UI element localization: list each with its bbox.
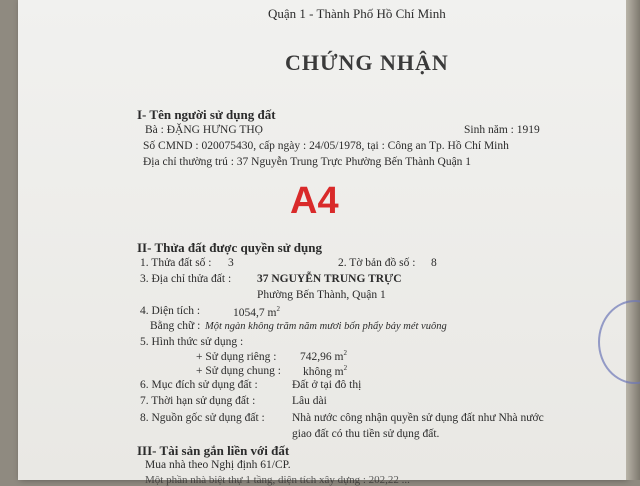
- assets-line-1: Mua nhà theo Nghị định 61/CP.: [145, 459, 291, 471]
- parcel-address-label: 3. Địa chỉ thửa đất :: [140, 273, 232, 285]
- parcel-number-label: 1. Thửa đất số :: [140, 257, 212, 269]
- paper-edge: [626, 0, 640, 480]
- private-use-value: 742,96 $m^2$: [300, 349, 347, 363]
- private-use-label: + Sử dụng riêng :: [196, 351, 277, 363]
- owner-name: Bà : ĐẶNG HƯNG THỌ: [145, 124, 263, 136]
- area-in-words-label: Bằng chữ :: [150, 320, 201, 332]
- map-sheet-value: 8: [431, 257, 437, 269]
- usage-form-label: 5. Hình thức sử dụng :: [140, 336, 244, 348]
- area-in-words: Một ngàn không trăm năm mươi bốn phẩy bảy mét vuông: [205, 321, 447, 332]
- permanent-address: Địa chỉ thường trú : 37 Nguyễn Trung Trực Phường Bến Thành Quận 1: [143, 156, 472, 168]
- land-origin-line1: Nhà nước công nhận quyền sử dụng đất như Nhà nước: [292, 412, 544, 424]
- document-title: CHỨNG NHẬN: [285, 50, 449, 75]
- section-3-heading: III- Tài sản gắn liền với đất: [137, 443, 290, 458]
- parcel-address-line1: 37 NGUYỄN TRUNG TRỰC: [257, 273, 402, 285]
- land-origin-label: 8. Nguồn gốc sử dụng đất :: [140, 412, 265, 424]
- section-2-heading: II- Thửa đất được quyền sử dụng: [137, 240, 322, 255]
- land-term-value: Lâu dài: [292, 395, 327, 407]
- id-info: Số CMND : 020075430, cấp ngày : 24/05/1978, tại : Công an Tp. Hồ Chí Minh: [143, 140, 509, 152]
- area-value: 1054,7 $m^2$: [233, 305, 280, 319]
- area-label: 4. Diện tích :: [140, 305, 201, 317]
- assets-line-2: Một phần nhà biệt thự 1 tầng, diện tích xây dựng : 202,22 ...: [145, 474, 410, 486]
- map-sheet-label: 2. Tờ bản đồ số :: [338, 257, 416, 269]
- parcel-address-line2: Phường Bến Thành, Quận 1: [257, 289, 386, 301]
- land-origin-line2: giao đất có thu tiền sử dụng đất.: [292, 428, 440, 440]
- common-use-value: không $m^2$: [303, 364, 348, 378]
- land-term-label: 7. Thời hạn sử dụng đất :: [140, 395, 256, 407]
- parcel-number-value: 3: [228, 257, 234, 269]
- district-header: Quận 1 - Thành Phố Hồ Chí Minh: [268, 6, 446, 21]
- section-1-heading: I- Tên người sử dụng đất: [137, 107, 276, 122]
- land-purpose-value: Đất ở tại đô thị: [292, 379, 362, 391]
- common-use-label: + Sử dụng chung :: [196, 365, 281, 377]
- land-purpose-label: 6. Mục đích sử dụng đất :: [140, 379, 258, 391]
- a4-badge: A4: [290, 180, 339, 222]
- birth-year: Sinh năm : 1919: [464, 124, 540, 136]
